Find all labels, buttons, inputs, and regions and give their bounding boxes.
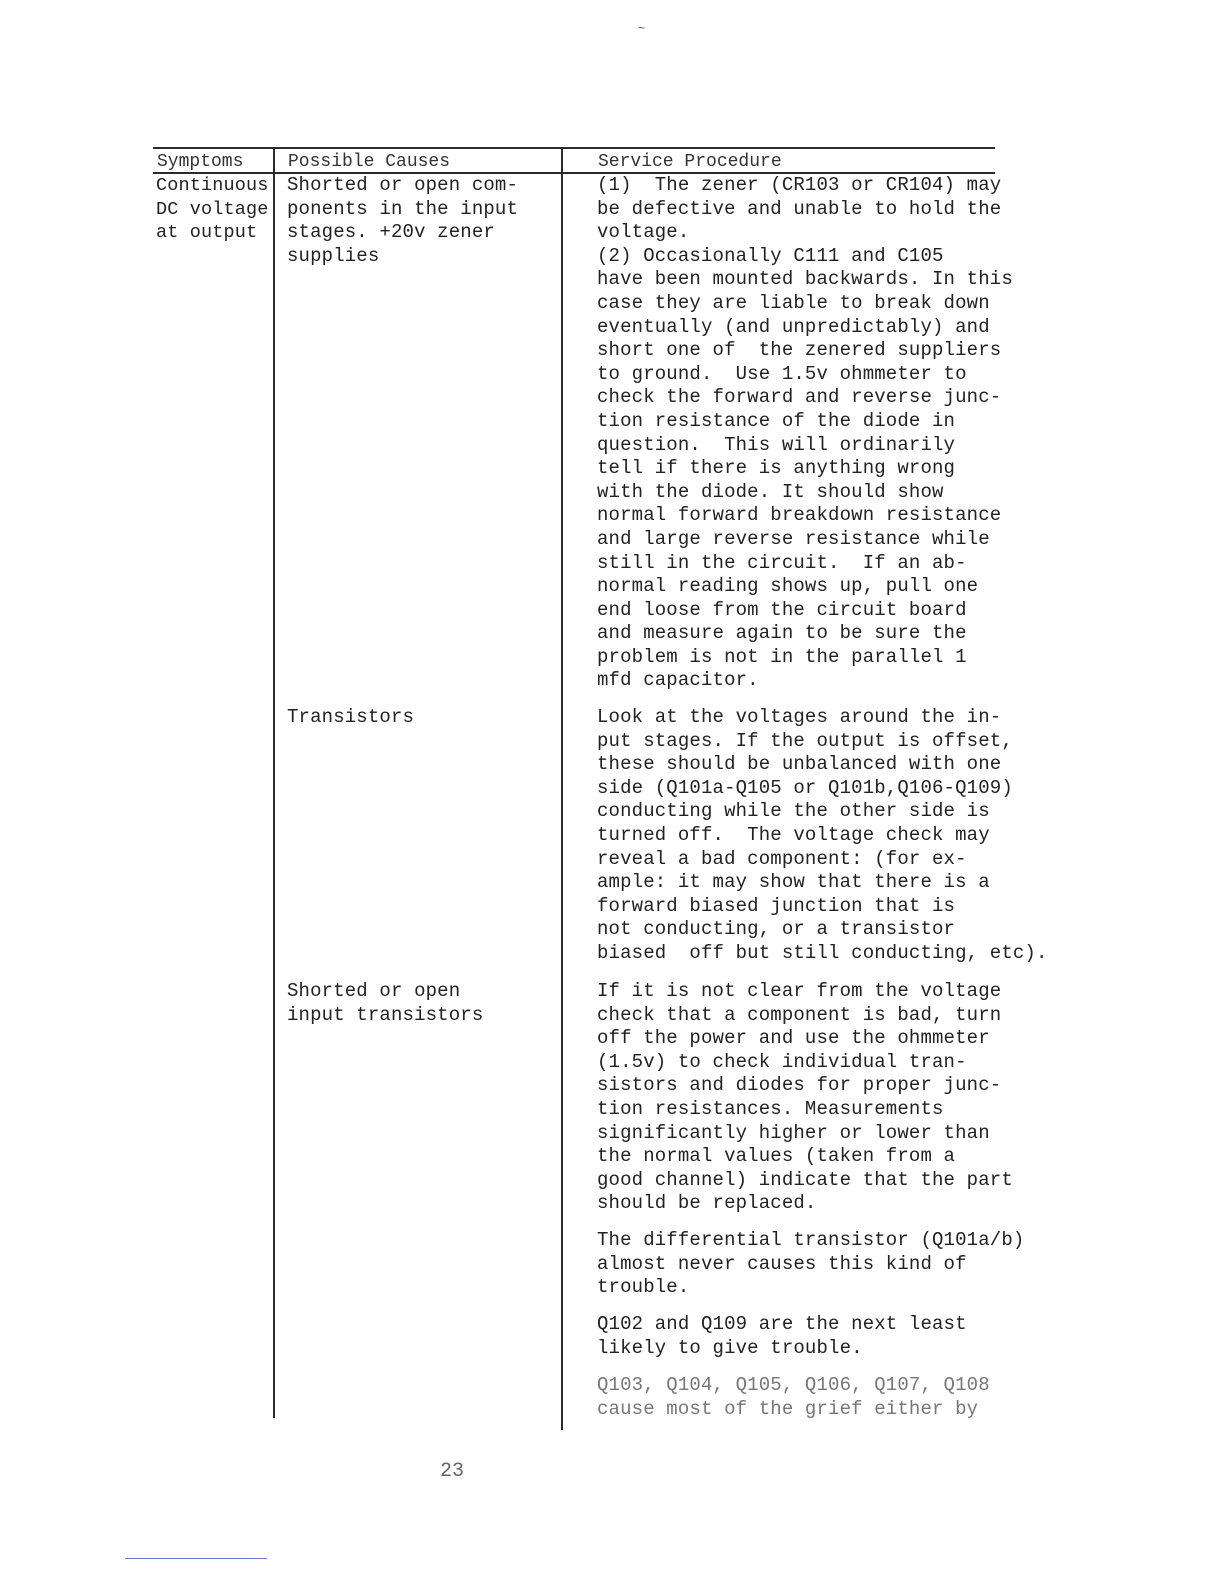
header-service-procedure: Service Procedure xyxy=(598,152,782,172)
header-symptoms: Symptoms xyxy=(157,152,244,172)
cause-2: Transistors xyxy=(287,706,415,728)
cause-1: Shorted or open com- ponents in the input stages. +20v zener supplies xyxy=(287,174,519,267)
procedure-2: Look at the voltages around the in- put stages. If the output is offset, these should be unbalanced with one side (Q101a-Q105 or Q101b,Q106-Q109) conducting while the other side is turned off. The voltage check may reveal a bad component: (for ex- ample: it may show that there is a forward biased junction that is not conducting, or a transistor biased off but still conducting, etc). xyxy=(597,706,1048,964)
procedure-paragraph-4: The differential transistor (Q101a/b) almost never causes this kind of trouble. xyxy=(597,1229,1025,1299)
scan-mark: ~ xyxy=(638,22,646,36)
column-divider-2 xyxy=(561,148,563,1430)
page-number: 23 xyxy=(440,1460,465,1483)
procedure-3: If it is not clear from the voltage check that a component is bad, turn off the power and use the ohmmeter (1.5v) to check individual tran- sistors and diodes for proper junc- tion resistances. Measurements significantly higher or lower than the normal values (taken from a good channel) indicate that the part should be replaced. xyxy=(597,980,1013,1215)
bottom-edge-line xyxy=(125,1558,267,1559)
procedure-paragraph-6: Q103, Q104, Q105, Q106, Q107, Q108 cause most of the grief either by xyxy=(597,1374,990,1420)
procedure-1: (1) The zener (CR103 or CR104) may be defective and unable to hold the voltage. (2) Occasionally C111 and C105 have been mounted backwards. In this case they are liable to break down eventually (and unpredictably) and short one of the zenered suppliers to ground. Use 1.5v ohmmeter to check the forward and reverse junc- tion resistance of the diode in question. This will ordinarily tell if there is anything wrong with the diode. It should show normal forward breakdown resistance and large reverse resistance while still in the circuit. If an ab- normal reading shows up, pull one end loose from the circuit board and measure again to be sure the problem is not in the parallel 1 mfd capacitor. xyxy=(597,174,1013,692)
table-top-rule xyxy=(153,147,995,149)
cause-3: Shorted or open input transistors xyxy=(287,980,484,1026)
header-possible-causes: Possible Causes xyxy=(288,152,451,172)
column-divider-1 xyxy=(273,148,275,1418)
symptom-text: Continuous DC voltage at output xyxy=(156,175,269,244)
procedure-paragraph-5: Q102 and Q109 are the next least likely to give trouble. xyxy=(597,1313,967,1359)
